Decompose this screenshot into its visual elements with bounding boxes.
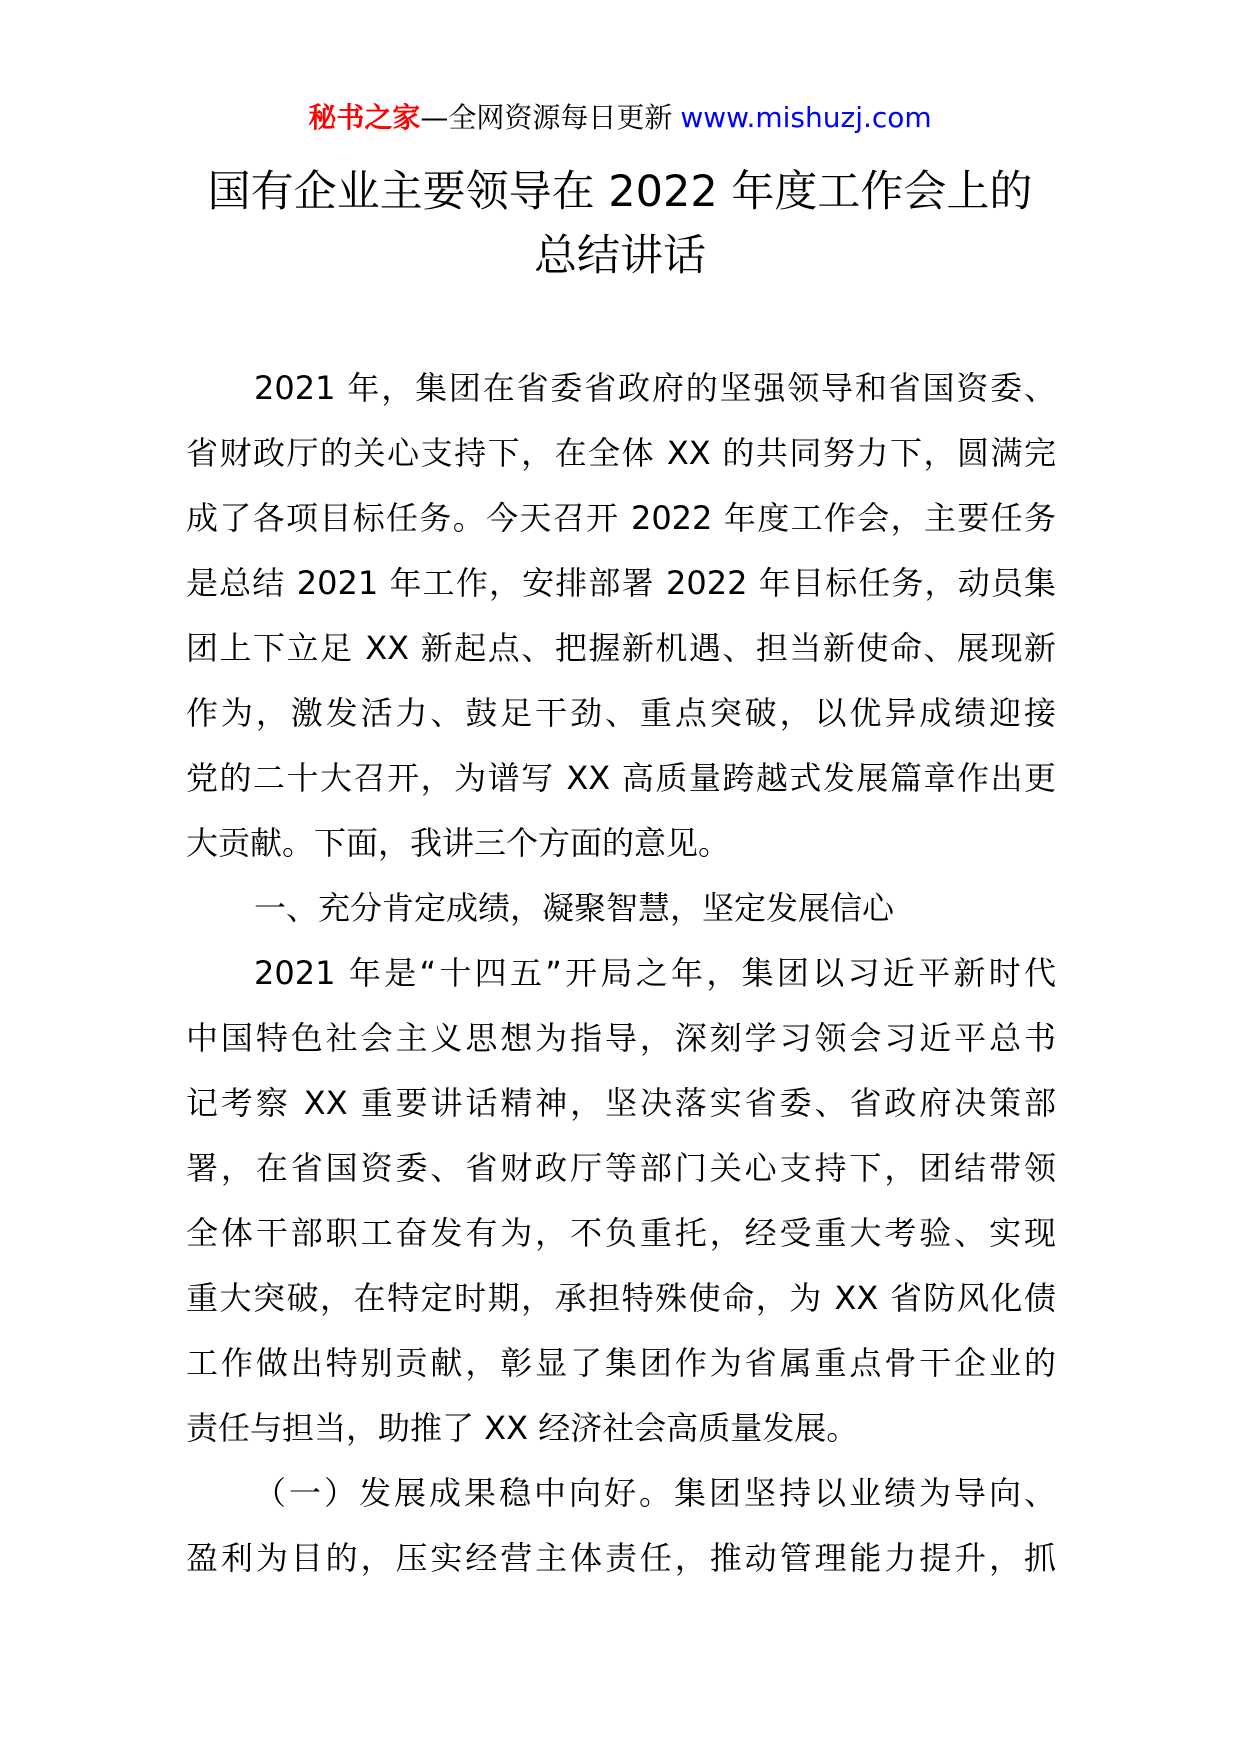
header-tagline: —全网资源每日更新 — [420, 101, 673, 134]
section-heading: 一、充分肯定成绩，凝聚智慧，坚定发展信心 — [254, 889, 895, 927]
document-title — [150, 160, 1090, 288]
paragraph-line: 重大突破，在特定时期，承担特殊使命，为 XX 省防风化债 — [186, 1279, 1056, 1317]
paragraph-line: 是总结 2021 年工作，安排部署 2022 年目标任务，动员集 — [186, 564, 1056, 602]
paragraph-line: 省财政厅的关心支持下，在全体 XX 的共同努力下，圆满完 — [186, 434, 1056, 472]
document-body — [186, 356, 1056, 1591]
paragraph-line: 工作做出特别贡献，彰显了集团作为省属重点骨干企业的 — [186, 1344, 1056, 1382]
title-line-1: 国有企业主要领导在 2022 年度工作会上的 — [207, 167, 1033, 217]
paragraph-line: 2021 年是“十四五”开局之年，集团以习近平新时代 — [254, 954, 1056, 992]
paragraph-line: 团上下立足 XX 新起点、把握新机遇、担当新使命、展现新 — [186, 629, 1056, 667]
paragraph-line: 中国特色社会主义思想为指导，深刻学习领会习近平总书 — [186, 1019, 1056, 1057]
paragraph-line: 全体干部职工奋发有为，不负重托，经受重大考验、实现 — [186, 1214, 1056, 1252]
paragraph-line: 署，在省国资委、省财政厅等部门关心支持下，团结带领 — [186, 1149, 1056, 1187]
paragraph-line: 大贡献。下面，我讲三个方面的意见。 — [186, 824, 731, 862]
brand-name: 秘书之家 — [308, 101, 421, 134]
site-header — [0, 98, 1240, 138]
paragraph-line: 记考察 XX 重要讲话精神，坚决落实省委、省政府决策部 — [186, 1084, 1056, 1122]
paragraph-line: 2021 年，集团在省委省政府的坚强领导和省国资委、 — [254, 369, 1056, 407]
title-line-2: 总结讲话 — [534, 231, 706, 281]
site-url-link[interactable]: www.mishuzj.com — [680, 101, 932, 134]
paragraph-line: 成了各项目标任务。今天召开 2022 年度工作会，主要任务 — [186, 499, 1056, 537]
paragraph-line: 作为，激发活力、鼓足干劲、重点突破，以优异成绩迎接 — [186, 694, 1056, 732]
paragraph-line: 责任与担当，助推了 XX 经济社会高质量发展。 — [186, 1409, 859, 1447]
paragraph-line: 党的二十大召开，为谱写 XX 高质量跨越式发展篇章作出更 — [186, 759, 1056, 797]
paragraph-line: （一）发展成果稳中向好。集团坚持以业绩为导向、 — [254, 1474, 1056, 1512]
paragraph-line: 盈利为目的，压实经营主体责任，推动管理能力提升，抓 — [186, 1539, 1056, 1577]
